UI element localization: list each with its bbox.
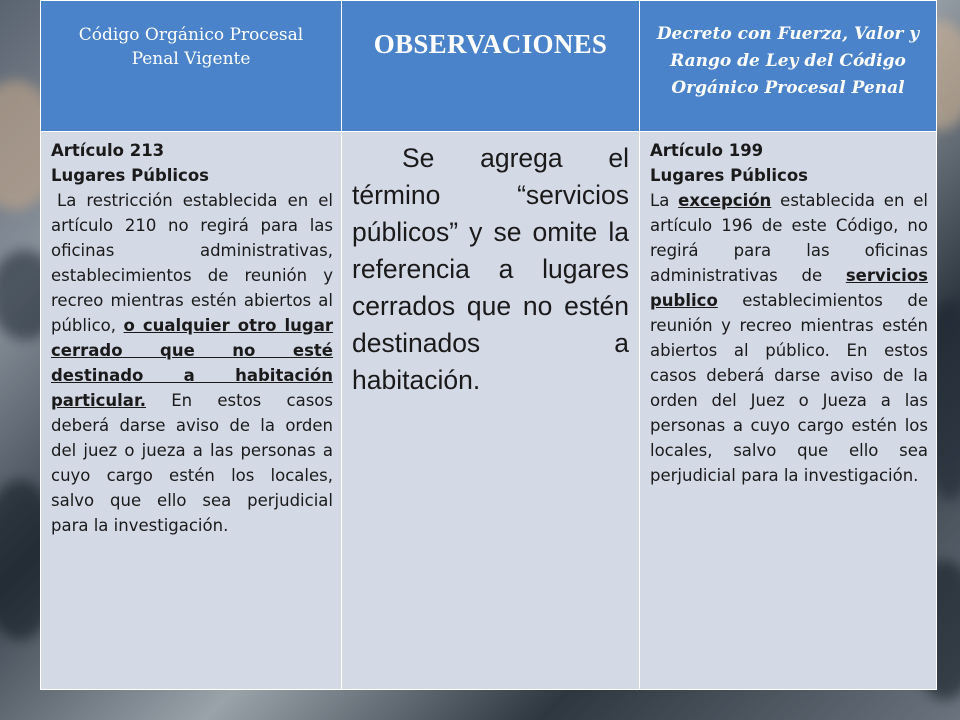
content-row [41, 132, 937, 690]
header-decreto-label: Decreto con Fuerza, Valor y Rango de Ley del Código Orgánico Procesal Penal [656, 24, 920, 98]
article-number: Artículo 199 [650, 141, 764, 160]
article-number: Artículo 213 [51, 141, 165, 160]
article-text-part: establecida en el artículo 196 de este Código, no regirá para las oficinas administrativas de [650, 191, 928, 285]
header-cell-observaciones [342, 1, 640, 132]
cell-decreto-article [640, 132, 937, 690]
cell-observaciones [342, 132, 640, 690]
article-title: Lugares Públicos [51, 166, 209, 185]
article-text [650, 188, 928, 488]
article-text [51, 188, 333, 538]
article-text-underlined: excepción [678, 191, 772, 210]
article-text-part: La [650, 191, 679, 210]
article-text-underlined: servicios publico [650, 266, 928, 310]
header-row [41, 1, 937, 132]
article-title: Lugares Públicos [650, 166, 808, 185]
observation-text: Se agrega el término “servicios públicos” y se omite la referencia a lugares cerrados que no estén destinados a habitación. [352, 143, 629, 395]
header-observaciones-label: OBSERVACIONES [373, 29, 608, 59]
article-text-part: La restricción establecida en el artículo 210 no regirá para las oficinas administrativas, establecimientos de reunión y recreo mientras estén abiertos al público, [51, 191, 333, 335]
article-text-part: En estos casos deberá darse aviso de la orden del juez o jueza a las personas a cuyo cargo estén los locales, salvo que ello sea perjudicial para la investigación. [51, 391, 333, 535]
header-cell-decreto [640, 1, 937, 132]
comparison-table [40, 0, 937, 690]
header-cell-vigente [41, 1, 342, 132]
cell-vigente-article [41, 132, 342, 690]
article-text-part: establecimientos de reunión y recreo mientras estén abiertos al público. En estos casos deberá darse aviso de la orden del Juez o Jueza a las personas a cuyo cargo estén los locales, salvo que ello sea perjudicial para la investigación. [650, 291, 928, 485]
article-text-underlined: o cualquier otro lugar cerrado que no esté destinado a habitación particular. [51, 316, 334, 410]
header-vigente-label: Código Orgánico Procesal Penal Vigente [78, 25, 304, 69]
